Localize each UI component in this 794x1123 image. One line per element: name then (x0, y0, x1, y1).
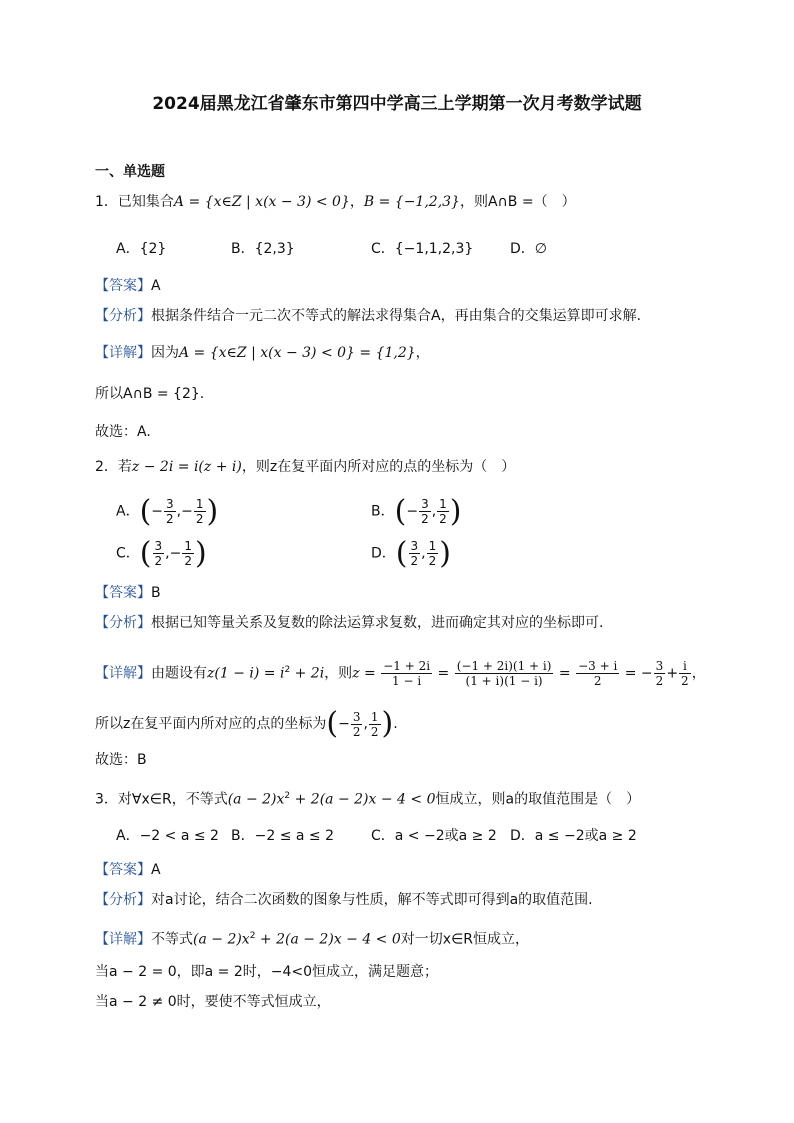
page-title: 2024届黑龙江省肇东市第四中学高三上学期第一次月考数学试题 (152, 94, 642, 114)
q2-answer: 【答案】B (95, 585, 161, 601)
q2-conclusion: 故选：B (95, 752, 147, 768)
q3-option-c: C．a < −2或a ≥ 2 (371, 828, 497, 844)
q2-detail: 【详解】由题设有$z(1 - i) = i^2 + 2i$，则z = $\frac{-1 + 2i}{1 - i}$ = $\frac{(-1 + 2i)(1 + i)}{(1 + i)(1 - i)}$ = $\frac{-3 + i}{2}$ = − $\frac{3}{2}$ + $\frac{i}{2}$ ， (95, 659, 706, 689)
q1-option-c: C．{−1,1,2,3} (371, 241, 474, 257)
q1-option-b: B．{2,3} (231, 241, 295, 257)
q1-answer: 【答案】A (95, 278, 161, 294)
q3-detail: 【详解】不等式$(a - 2)x^2 + 2(a - 2)x - 4 < 0$对一切x∈R恒成立， (95, 931, 529, 948)
q1-option-a: A．{2} (116, 241, 167, 257)
q1-conclusion: 故选：A. (95, 424, 151, 440)
q2-option-c: C．( $\frac{3}{2}$ ,− $\frac{1}{2}$ ) (116, 536, 207, 571)
q1-option-d: D．∅ (510, 241, 547, 257)
q3-option-a: A．−2 < a ≤ 2 (116, 828, 219, 844)
q1-analysis: 【分析】根据条件结合一元二次不等式的解法求得集合A，再由集合的交集运算即可求解. (95, 308, 642, 324)
q2-detail-line2: 所以z在复平面内所对应的点的坐标为(− $\frac{3}{2}$ , $\frac{1}{2}$ ). (95, 706, 398, 741)
q2-option-b: B．(− $\frac{3}{2}$ , $\frac{1}{2}$ ) (371, 494, 462, 529)
question-3-stem: 3．对∀x∈R，不等式$(a - 2)x^2 + 2(a - 2)x - 4 < 0$恒成立，则a的取值范围是（ ） (95, 791, 641, 808)
q3-detail-line2: 当a − 2 = 0，即a = 2时，−4<0恒成立，满足题意； (95, 964, 439, 980)
q1-detail-line2: 所以A∩B = {2}. (95, 386, 205, 402)
q2-option-d: D．( $\frac{3}{2}$ , $\frac{1}{2}$ ) (371, 536, 451, 571)
q3-analysis: 【分析】对a讨论，结合二次函数的图象与性质，解不等式即可得到a的取值范围. (95, 892, 593, 908)
q2-option-a: A．(− $\frac{3}{2}$ ,− $\frac{1}{2}$ ) (116, 494, 219, 529)
q3-option-d: D．a ≤ −2或a ≥ 2 (510, 828, 637, 844)
q1-detail: 【详解】因为A = {x∈Z | x(x − 3) < 0} = {1,2}， (95, 345, 430, 361)
question-2-stem: 2．若z − 2i = i(z + i)，则z在复平面内所对应的点的坐标为（ ） (95, 459, 516, 475)
question-1-stem: 1．已知集合A = {x∈Z | x(x − 3) < 0}，B = {−1,2,3}，则A∩B =（ ） (95, 194, 576, 210)
q3-detail-line3: 当a − 2 ≠ 0时，要使不等式恒成立， (95, 994, 331, 1010)
q2-analysis: 【分析】根据已知等量关系及复数的除法运算求复数，进而确定其对应的坐标即可. (95, 615, 604, 631)
q3-answer: 【答案】A (95, 862, 161, 878)
q3-option-b: B．−2 ≤ a ≤ 2 (231, 828, 334, 844)
section-heading: 一、单选题 (95, 164, 165, 180)
